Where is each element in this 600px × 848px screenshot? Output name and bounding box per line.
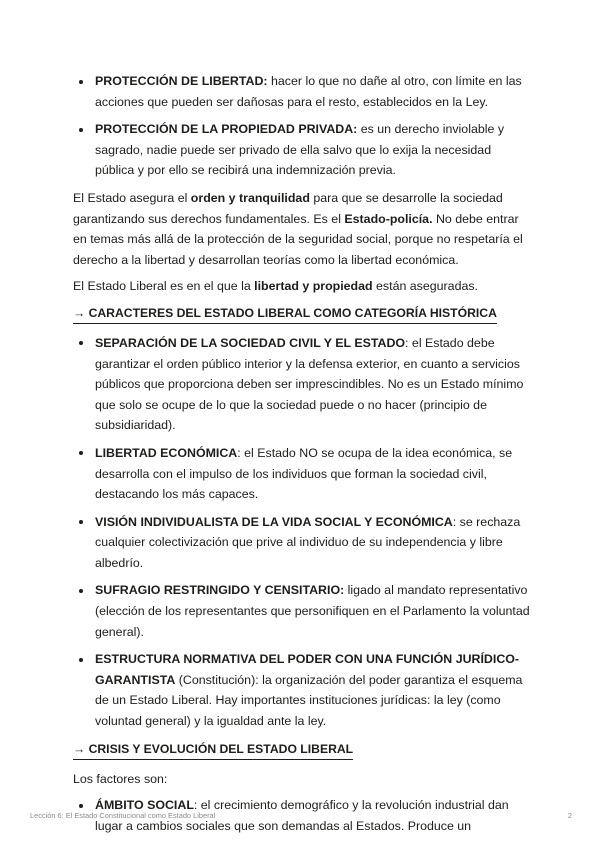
list-item (73, 119, 533, 181)
list-item (73, 580, 533, 642)
text-run: están aseguradas. (372, 279, 478, 294)
item-text: : el Estado debe garantizar el orden público interior y la defensa exterior, en cuanto a servicios públicos que proporciona deben ser imprescindibles. No es un Estado mínimo que solo se ocupe de lo que la sociedad puede o no hacer (principio de subsidiaridad). (95, 335, 524, 433)
bold-run: libertad y propiedad (254, 279, 373, 294)
item-term: PROTECCIÓN DE LA PROPIEDAD PRIVADA: (95, 122, 358, 137)
item-term: SEPARACIÓN DE LA SOCIEDAD CIVIL Y EL ESTADO (95, 335, 406, 350)
section-heading-caracteres: → CARACTERES DEL ESTADO LIBERAL COMO CATEGORÍA HISTÓRICA (73, 305, 497, 324)
text-run: El Estado asegura el (73, 190, 191, 205)
paragraph-estado-policia (73, 188, 533, 270)
bold-run: orden y tranquilidad (190, 190, 310, 205)
item-term: LIBERTAD ECONÓMICA (95, 445, 238, 460)
item-term: VISIÓN INDIVIDUALISTA DE LA VIDA SOCIAL Y ECONÓMICA (95, 514, 453, 529)
text-run: para que se desarrolle la sociedad garantizando sus derechos fundamentales. Es el (73, 190, 503, 226)
page-content (73, 71, 533, 843)
item-text: ligado al mandato representativo (elección de los representantes que personifiquen en el Parlamento la voluntad general). (95, 583, 530, 639)
item-text: : el Estado NO se ocupa de la idea económica, se desarrolla con el impulso de los individuos que forman la sociedad civil, destacando los más capaces. (95, 445, 513, 502)
item-text: : el crecimiento demográfico y la revolución industrial dan lugar a cambios sociales que son demandas al Estados. Produce un (95, 798, 509, 833)
list-item (73, 649, 533, 731)
item-term: ÁMBITO SOCIAL (95, 798, 194, 813)
item-term: PROTECCIÓN DE LIBERTAD: (95, 74, 268, 88)
text-run: No debe entrar en temas más allá de la protección de la seguridad social, porque no respetaría el derecho a la libertad y desarrollan teorías como la libertad económica. (73, 211, 523, 267)
text-run: El Estado Liberal es en el que la (73, 279, 255, 294)
footer-title: Lección 6: El Estado Constitucional como Estado Liberal (30, 811, 216, 820)
item-term: SUFRAGIO RESTRINGIDO Y CENSITARIO: (95, 583, 345, 598)
item-term: ESTRUCTURA NORMATIVA DEL PODER CON UNA FUNCIÓN JURÍDICO-GARANTISTA (95, 652, 520, 687)
item-text: es un derecho inviolable y sagrado, nadie puede ser privado de ella salvo que lo exija la necesidad pública y por ello se recibirá una indemnización previa. (95, 122, 505, 178)
list-item (73, 512, 533, 574)
section-heading-crisis: → CRISIS Y EVOLUCIÓN DEL ESTADO LIBERAL (73, 741, 353, 760)
libertad-propiedad-list (73, 71, 533, 181)
page-number: 2 (567, 811, 572, 820)
paragraph-estado-liberal (73, 276, 533, 297)
page-footer (30, 811, 572, 820)
paragraph-factores: Los factores son: (73, 771, 168, 786)
caracteres-list (73, 333, 533, 732)
list-item (73, 443, 533, 505)
item-text: hacer lo que no dañe al otro, con límite en las acciones que pueden ser dañosas para el resto, establecidos en la Ley. (95, 74, 522, 109)
item-text: : se rechaza cualquier colectivización que prive al individuo de su independencia y libre albedrío. (95, 514, 521, 570)
list-item (73, 71, 533, 112)
item-text: (Constitución): la organización del poder garantiza el esquema de un Estado Liberal. Hay importantes instituciones jurídicas: la ley (como voluntad general) y la igualdad ante la ley. (95, 672, 523, 729)
bold-run: Estado-policía. (344, 211, 433, 226)
list-item (73, 333, 533, 436)
